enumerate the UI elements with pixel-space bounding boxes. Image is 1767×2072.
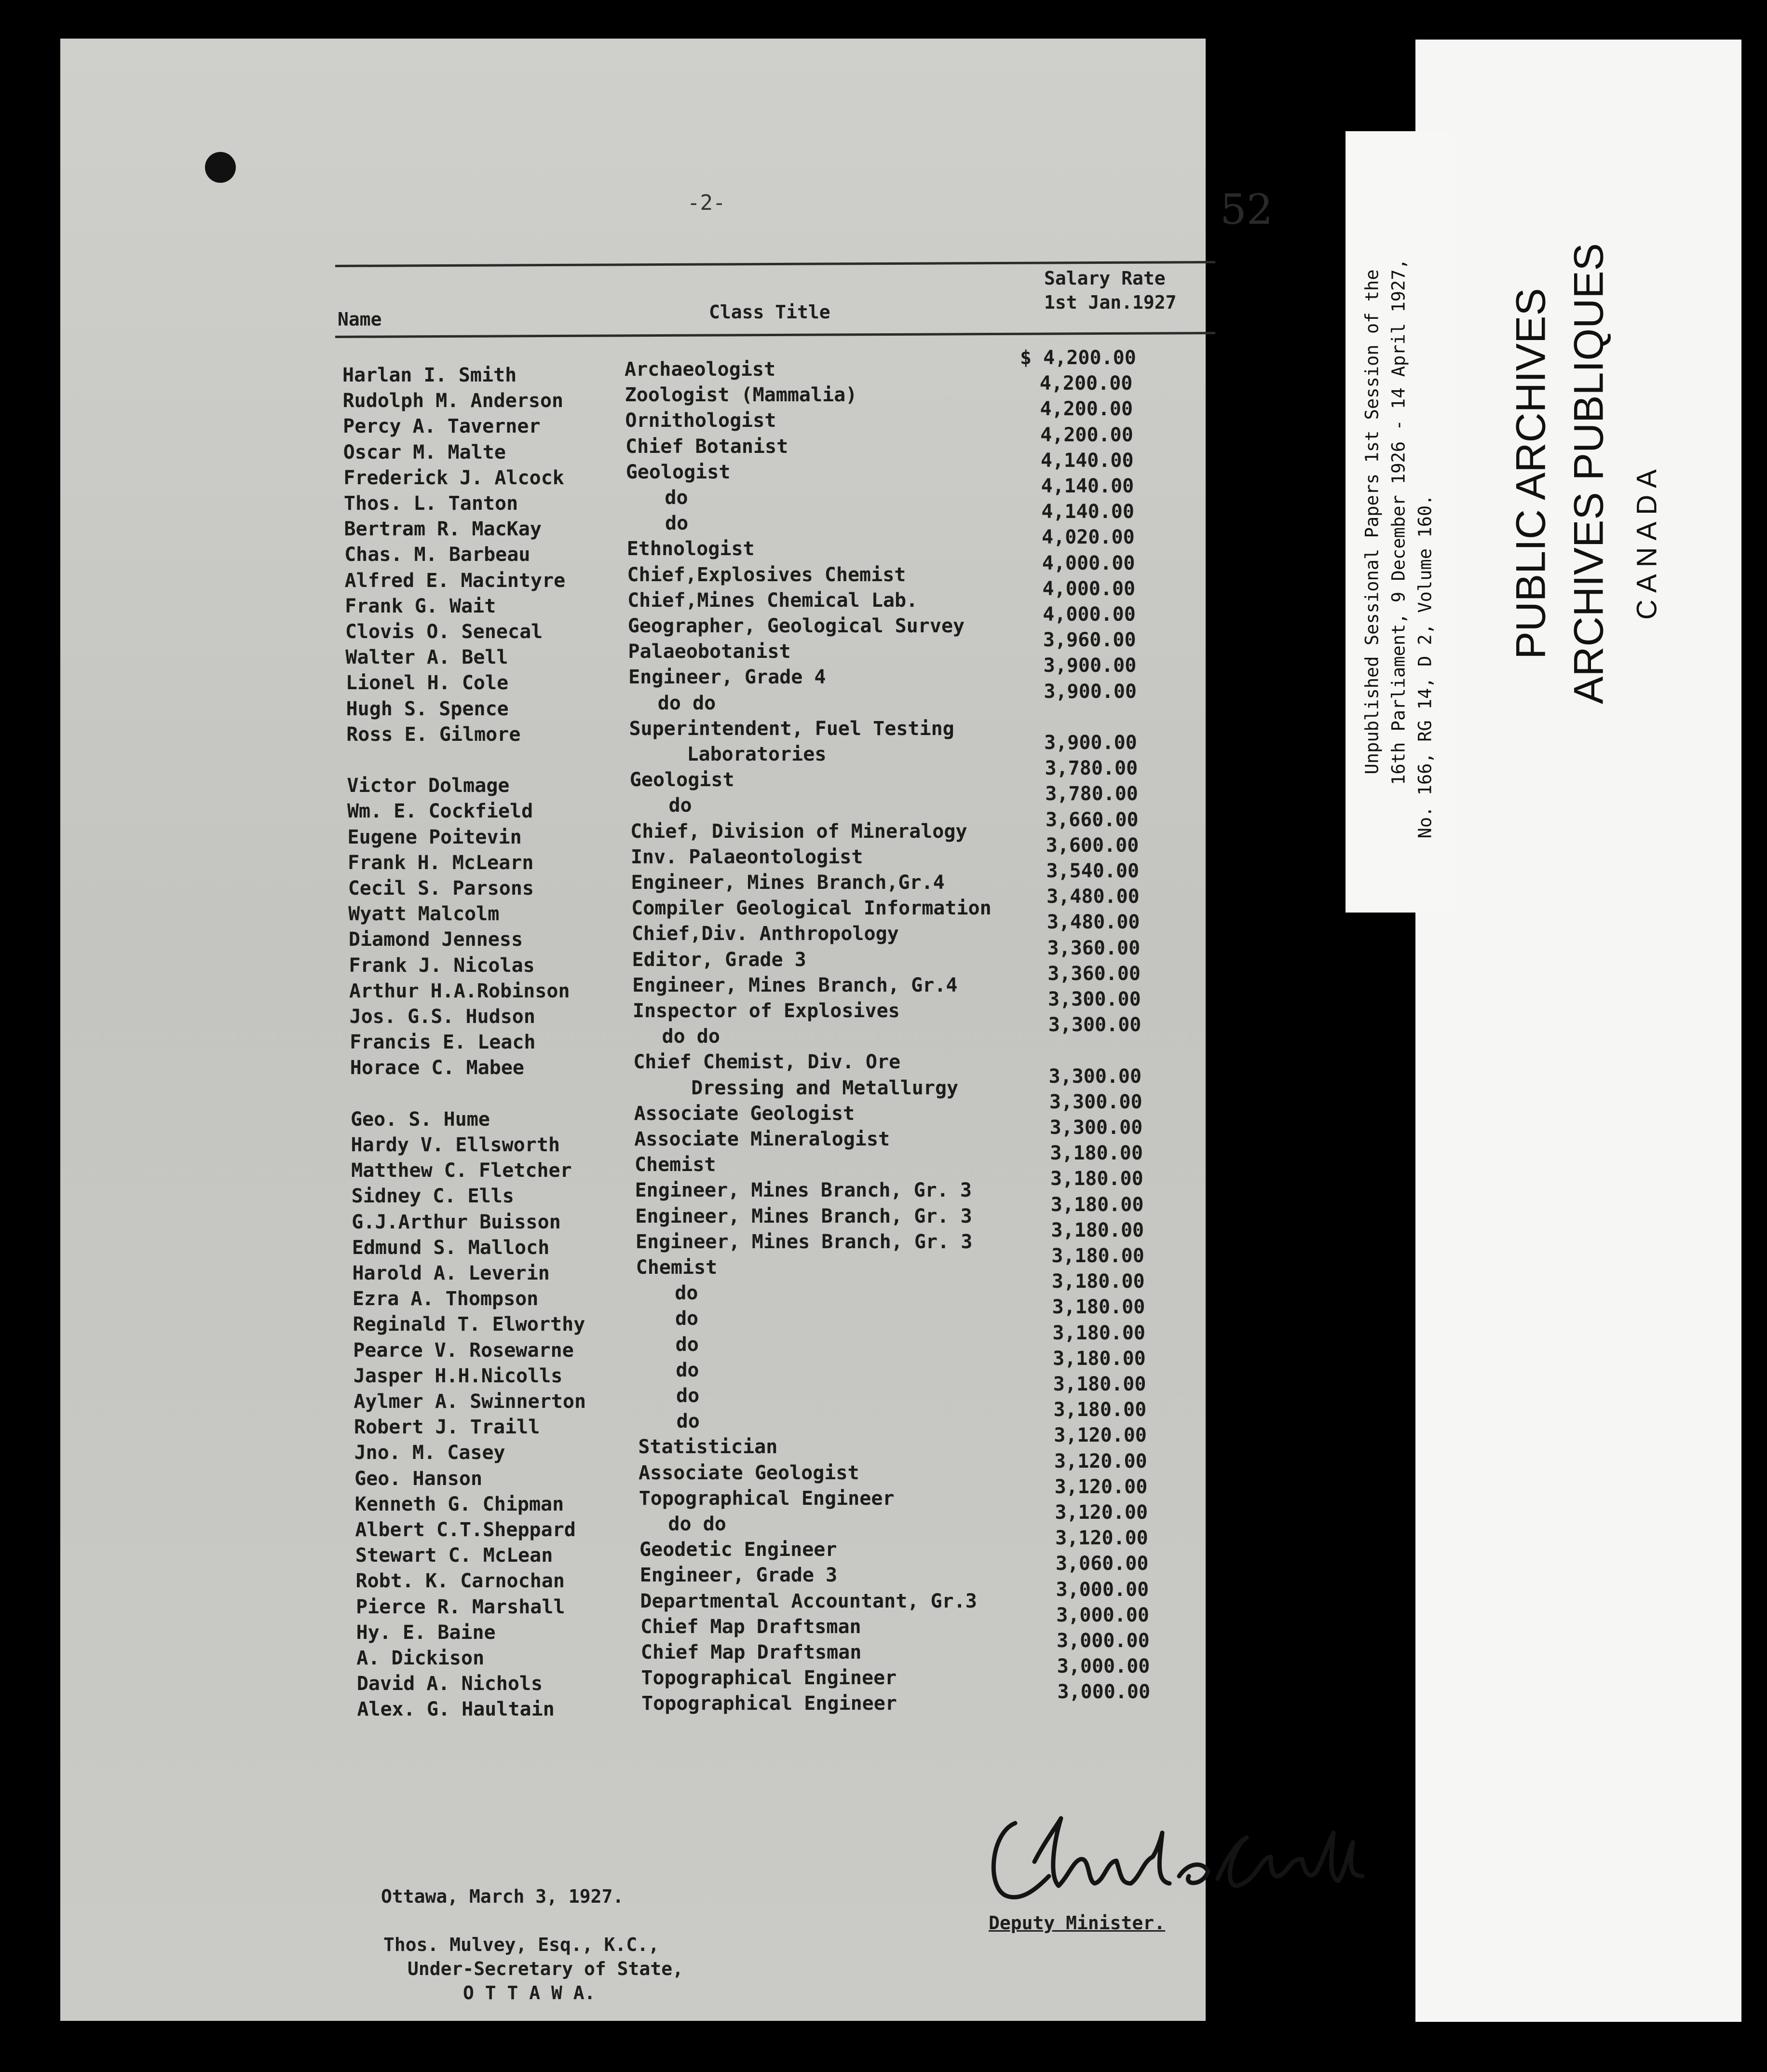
row-salary: 3,300.00 [1048, 1014, 1142, 1036]
row-salary: 3,780.00 [1045, 757, 1138, 780]
row-class-title: do [668, 794, 692, 817]
row-name: Harold A. Leverin [352, 1262, 550, 1284]
row-salary: 3,000.00 [1057, 1630, 1150, 1652]
row-class-title: Chief,Explosives Chemist [627, 563, 906, 586]
row-name: Frederick J. Alcock [343, 466, 564, 489]
row-name: Ross E. Gilmore [346, 723, 521, 746]
row-name: Hy. E. Baine [356, 1621, 496, 1644]
punch-hole [205, 152, 236, 183]
row-class-title: do [675, 1308, 699, 1330]
signature [977, 1804, 1372, 1915]
row-class-title-cont: Laboratories [687, 743, 827, 765]
row-salary: 3,300.00 [1048, 988, 1141, 1010]
row-salary: 4,140.00 [1041, 501, 1134, 523]
archives-stamp-line3: CANADA [1631, 463, 1663, 620]
row-salary: 3,180.00 [1051, 1245, 1144, 1267]
row-salary: 3,300.00 [1049, 1117, 1143, 1139]
row-name: Jos. G.S. Hudson [349, 1006, 535, 1028]
row-name: Rudolph M. Anderson [342, 390, 564, 412]
row-class-title: Associate Geologist [634, 1102, 855, 1125]
row-class-title: Geologist [625, 461, 731, 483]
row-name: Kenneth G. Chipman [354, 1493, 564, 1515]
row-salary: 3,480.00 [1047, 886, 1140, 908]
row-class-title: Topographical Engineer [639, 1487, 895, 1510]
citation-line2: 16th Parliament, 9 December 1926 - 14 April 1927, [1388, 259, 1409, 785]
row-class-title: do [675, 1282, 698, 1305]
row-class-title: Geologist [629, 769, 734, 791]
row-name: Reginald T. Elworthy [353, 1313, 585, 1336]
row-class-title: do do [657, 692, 716, 714]
row-salary: 3,360.00 [1047, 937, 1141, 959]
row-salary: 3,180.00 [1052, 1296, 1145, 1319]
row-salary: 3,900.00 [1044, 732, 1137, 754]
row-salary: 3,060.00 [1055, 1553, 1149, 1575]
addressee-line1: Thos. Mulvey, Esq., K.C., [383, 1934, 659, 1955]
citation-line3: No. 166, RG 14, D 2, Volume 160. [1414, 494, 1436, 839]
row-name: Arthur H.A.Robinson [349, 980, 570, 1002]
row-salary: 3,900.00 [1043, 654, 1137, 677]
row-class-title: Engineer, Mines Branch, Gr. 3 [635, 1179, 972, 1202]
row-salary: 3,180.00 [1053, 1399, 1147, 1421]
row-name: David A. Nichols [356, 1673, 543, 1695]
row-class-title: Engineer, Mines Branch, Gr. 3 [635, 1205, 972, 1227]
row-salary: 3,360.00 [1047, 962, 1141, 985]
addressee-line3: O T T A W A. [463, 1982, 596, 2004]
header-salary-line1: Salary Rate [1044, 268, 1166, 289]
row-name: Hardy V. Ellsworth [351, 1134, 560, 1156]
row-salary: 4,140.00 [1041, 475, 1134, 497]
row-salary: 3,120.00 [1055, 1501, 1148, 1524]
row-salary: 4,200.00 [1039, 372, 1133, 395]
row-class-title: Engineer, Grade 4 [628, 666, 826, 689]
row-salary: 3,180.00 [1050, 1142, 1143, 1165]
row-name: Albert C.T.Sheppard [355, 1519, 576, 1541]
row-class-title: Geographer, Geological Survey [627, 615, 965, 637]
row-name: Horace C. Mabee [350, 1057, 525, 1079]
row-name: Pearce V. Rosewarne [353, 1339, 574, 1362]
row-class-title: do [676, 1359, 699, 1381]
addressee-line2: Under-Secretary of State, [408, 1958, 683, 1979]
row-name: Edmund S. Malloch [352, 1236, 550, 1259]
row-salary: 3,120.00 [1055, 1527, 1148, 1550]
row-class-title: Geodetic Engineer [639, 1539, 837, 1561]
row-class-title: Zoologist (Mammalia) [625, 384, 857, 407]
row-class-title: Associate Geologist [639, 1461, 859, 1484]
row-salary: 3,480.00 [1047, 911, 1140, 934]
row-class-title: Superintendent, Fuel Testing [629, 717, 954, 740]
row-class-title: do do [668, 1513, 726, 1535]
row-class-title: Archaeologist [625, 358, 776, 381]
row-salary: 3,180.00 [1051, 1270, 1145, 1293]
header-name: Name [338, 309, 382, 330]
row-class-title: Compiler Geological Information [631, 897, 992, 920]
signer-title: Deputy Minister. [989, 1912, 1166, 1934]
row-salary: 3,120.00 [1054, 1475, 1148, 1498]
archives-stamp-line1: PUBLIC ARCHIVES [1508, 288, 1554, 659]
row-salary: 3,000.00 [1057, 1655, 1150, 1678]
folio-number: 52 [1220, 186, 1273, 234]
row-salary: 4,200.00 [1040, 398, 1133, 421]
row-class-title-cont: Dressing and Metallurgy [691, 1077, 959, 1099]
row-class-title: Statistician [638, 1436, 778, 1459]
row-name: Geo. S. Hume [350, 1108, 490, 1131]
row-name: Percy A. Taverner [343, 415, 541, 438]
row-name: Matthew C. Fletcher [351, 1159, 572, 1182]
row-name: Clovis O. Senecal [345, 621, 543, 643]
row-name: Oscar M. Malte [343, 441, 506, 463]
row-class-title: Chief Botanist [625, 435, 788, 458]
row-salary: 3,960.00 [1043, 629, 1136, 652]
row-class-title: do [665, 512, 689, 535]
page-number: -2- [687, 191, 726, 215]
row-salary: 3,300.00 [1049, 1091, 1142, 1113]
row-salary: 4,000.00 [1043, 603, 1136, 626]
row-salary: 3,780.00 [1045, 783, 1138, 805]
row-salary: 4,140.00 [1040, 449, 1134, 472]
place-date: Ottawa, March 3, 1927. [381, 1886, 624, 1907]
row-name: Geo. Hanson [354, 1467, 483, 1490]
row-salary: 3,300.00 [1048, 1065, 1142, 1088]
row-class-title: Chief Map Draftsman [640, 1615, 861, 1638]
archives-stamp-label [1415, 40, 1741, 2022]
row-salary: 3,180.00 [1052, 1322, 1146, 1344]
row-salary: 3,180.00 [1050, 1193, 1144, 1216]
row-salary: 3,120.00 [1054, 1424, 1147, 1447]
row-salary: 4,000.00 [1042, 577, 1136, 600]
header-rule-bottom [335, 332, 1215, 338]
row-class-title: Associate Mineralogist [634, 1128, 890, 1150]
row-name: Chas. M. Barbeau [344, 544, 530, 566]
row-class-title: Engineer, Mines Branch, Gr.4 [632, 974, 958, 996]
row-name: Frank J. Nicolas [349, 954, 535, 977]
row-name: Lionel H. Cole [346, 672, 509, 695]
row-name: Robert J. Traill [353, 1416, 540, 1439]
row-name: Bertram R. MacKay [344, 518, 542, 541]
row-class-title: Departmental Accountant, Gr.3 [640, 1590, 977, 1612]
row-class-title: Chief,Div. Anthropology [631, 923, 899, 945]
archives-stamp-line2: ARCHIVES PUBLIQUES [1565, 243, 1612, 704]
row-salary: 3,180.00 [1053, 1373, 1146, 1395]
row-salary: 4,200.00 [1040, 423, 1133, 446]
row-name: Aylmer A. Swinnerton [353, 1390, 586, 1413]
row-name: Harlan I. Smith [342, 364, 517, 386]
row-salary: 3,000.00 [1056, 1578, 1149, 1601]
row-class-title: do [675, 1333, 699, 1356]
row-salary: 3,000.00 [1056, 1604, 1149, 1626]
row-name: Sidney C. Ells [351, 1185, 514, 1208]
row-name: Thos. L. Tanton [343, 492, 518, 515]
header-class-title: Class Title [709, 301, 830, 323]
row-name: Eugene Poitevin [347, 826, 522, 848]
row-name: Alfred E. Macintyre [344, 569, 566, 592]
row-class-title: Ethnologist [626, 538, 755, 560]
row-class-title: Topographical Engineer [641, 1692, 897, 1715]
row-class-title: do do [662, 1025, 720, 1048]
row-salary: 3,180.00 [1053, 1347, 1146, 1370]
row-class-title: Inv. Palaeontologist [630, 845, 863, 868]
row-salary: 3,180.00 [1050, 1168, 1143, 1190]
row-class-title: Chief,Mines Chemical Lab. [627, 589, 918, 612]
row-name: Pierce R. Marshall [356, 1595, 565, 1618]
row-class-title: Editor, Grade 3 [632, 948, 806, 971]
row-class-title: Palaeobotanist [628, 641, 791, 663]
row-salary: 3,660.00 [1045, 808, 1139, 831]
row-class-title: Engineer, Mines Branch,Gr.4 [631, 872, 945, 894]
row-class-title: Ornithologist [625, 409, 776, 432]
row-class-title: do [676, 1385, 700, 1407]
document-page [60, 39, 1273, 2021]
row-salary: 3,000.00 [1057, 1681, 1151, 1704]
row-name: Frank G. Wait [345, 595, 496, 617]
row-salary: 3,180.00 [1051, 1219, 1144, 1241]
row-salary: 3,120.00 [1054, 1450, 1147, 1472]
row-name: G.J.Arthur Buisson [352, 1211, 561, 1233]
header-salary-line2: 1st Jan.1927 [1044, 292, 1177, 313]
row-name: Frank H. McLearn [348, 851, 534, 874]
header-rule-top [335, 261, 1215, 267]
row-salary: 3,540.00 [1046, 860, 1140, 882]
row-name: Jasper H.H.Nicolls [353, 1364, 563, 1387]
row-name: Jno. M. Casey [354, 1442, 505, 1464]
row-class-title: Chemist [636, 1256, 718, 1279]
row-class-title: Topographical Engineer [641, 1667, 897, 1690]
row-salary: $ 4,200.00 [1020, 347, 1136, 369]
row-name: Francis E. Leach [350, 1031, 536, 1054]
row-name: Hugh S. Spence [346, 697, 509, 720]
row-name: Cecil S. Parsons [348, 877, 534, 900]
row-class-title: do [676, 1410, 700, 1433]
citation-line1: Unpublished Sessional Papers 1st Session of the [1361, 269, 1383, 775]
row-salary: 4,020.00 [1042, 526, 1135, 549]
row-name: Alex. G. Haultain [357, 1698, 555, 1721]
row-class-title: Engineer, Grade 3 [639, 1564, 838, 1587]
row-class-title: Chemist [634, 1154, 716, 1176]
row-name: Victor Dolmage [347, 775, 510, 797]
row-class-title: Engineer, Mines Branch, Gr. 3 [635, 1230, 973, 1253]
row-name: Walter A. Bell [345, 646, 508, 669]
row-name: Wyatt Malcolm [348, 903, 500, 926]
row-name: Ezra A. Thompson [353, 1288, 539, 1310]
row-salary: 3,900.00 [1044, 680, 1137, 703]
row-class-title: Chief Map Draftsman [640, 1641, 862, 1663]
archives-citation-label [1346, 131, 1454, 913]
row-class-title: Inspector of Explosives [632, 1000, 900, 1022]
row-salary: 4,000.00 [1042, 552, 1135, 574]
row-name: Stewart C. McLean [355, 1544, 553, 1567]
row-name: Wm. E. Cockfield [347, 800, 533, 823]
row-name: Diamond Jenness [348, 928, 523, 951]
row-name: Robt. K. Carnochan [355, 1570, 565, 1593]
row-salary: 3,600.00 [1046, 834, 1139, 857]
row-class-title: Chief Chemist, Div. Ore [633, 1051, 901, 1074]
row-class-title: do [665, 487, 688, 509]
row-name: A. Dickison [356, 1647, 485, 1669]
row-class-title: Chief, Division of Mineralogy [630, 820, 967, 843]
